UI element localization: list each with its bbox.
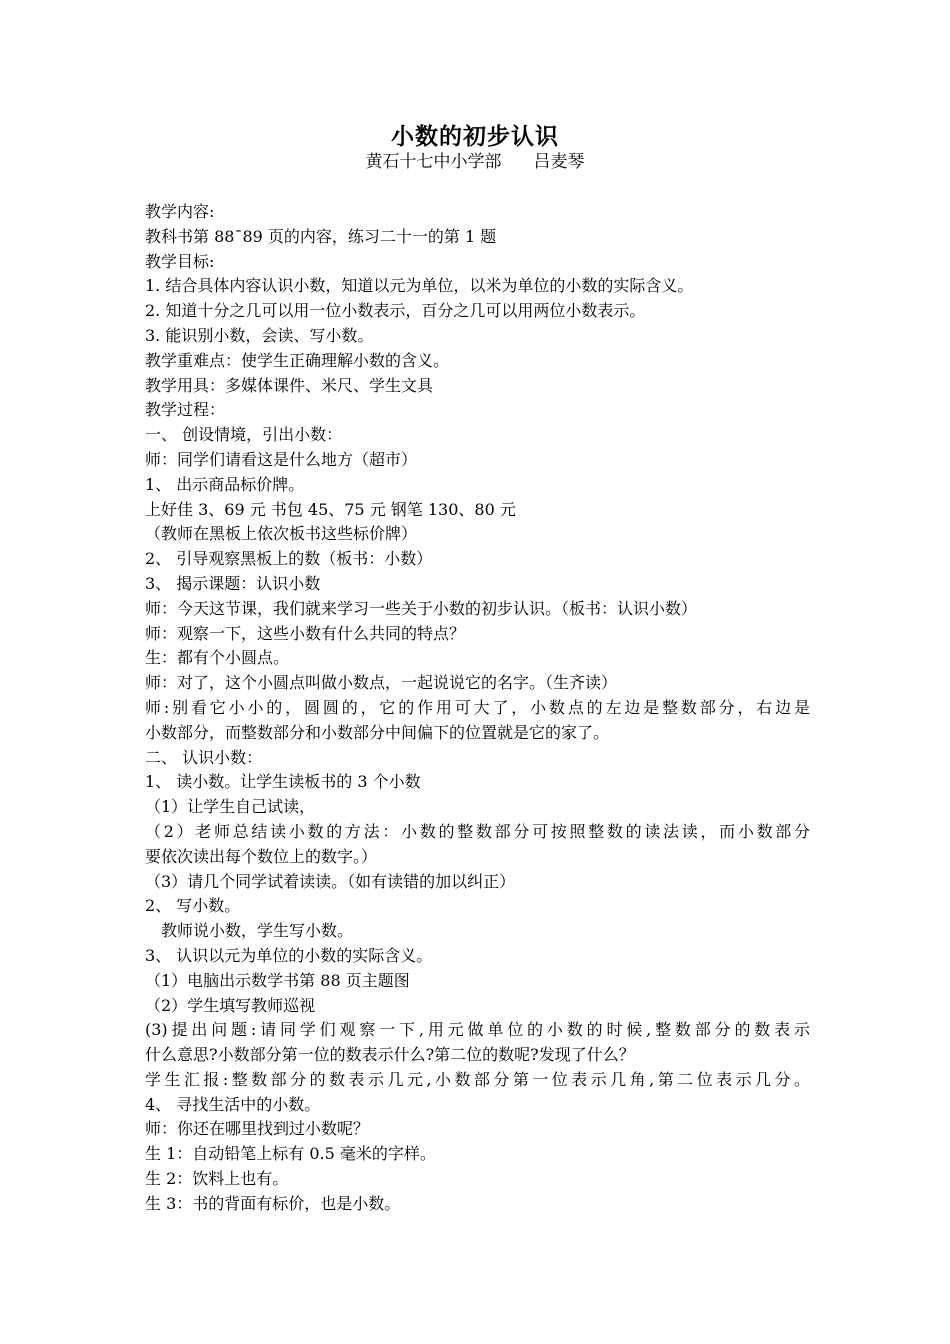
document-title: 小数的初步认识 xyxy=(391,123,559,150)
text-line: 1、 出示商品标价牌。 xyxy=(145,474,305,494)
goal-item: 3. 能识别小数，会读、写小数。 xyxy=(145,325,374,345)
goal-item: 2. 知道十分之几可以用一位小数表示，百分之几可以用两位小数表示。 xyxy=(145,301,646,321)
author-school: 黄石十七中小学部 xyxy=(365,152,502,172)
text-line: 3、 揭示课题：认识小数 xyxy=(145,573,321,593)
text-line: (3)提出问题:请同学们观察一下,用元做单位的小数的时候,整数部分的数表示 xyxy=(145,1020,810,1040)
text-line: （2）学生填写教师巡视 xyxy=(145,995,316,1015)
text-line: 要依次读出每个数位上的数字。） xyxy=(145,846,378,866)
document-body xyxy=(145,200,810,1217)
text-line: 2、 引导观察黑板上的数（板书：小数） xyxy=(145,549,433,569)
text-line: （教师在黑板上依次板书这些标价牌） xyxy=(145,524,418,544)
heading-goals: 教学目标: xyxy=(145,251,215,271)
text-line: 生 2：饮料上也有。 xyxy=(145,1169,289,1189)
section-heading: 二、 认识小数： xyxy=(145,747,263,767)
text-line: 上好佳 3、69 元 书包 45、75 元 钢笔 130、80 元 xyxy=(145,499,516,519)
text-line: （1）让学生自己试读， xyxy=(145,797,316,817)
text-line: 学生汇报:整数部分的数表示几元,小数部分第一位表示几角,第二位表示几分。 xyxy=(145,1069,810,1089)
text-line: （2）老师总结读小数的方法：小数的整数部分可按照整数的读法读，而小数部分 xyxy=(145,821,810,841)
text-line: 生 3：书的背面有标价，也是小数。 xyxy=(145,1193,401,1213)
text-line: 师:别看它小小的，圆圆的，它的作用可大了，小数点的左边是整数部分，右边是 xyxy=(145,697,810,717)
text-line: 4、 寻找生活中的小数。 xyxy=(145,1094,321,1114)
text-line: 师：你还在哪里找到过小数呢？ xyxy=(145,1119,370,1139)
text-line: 教学重难点：使学生正确理解小数的含义。 xyxy=(145,350,450,370)
text-line: （3）请几个同学试着读读。（如有读错的加以纠正） xyxy=(145,871,516,891)
author-line xyxy=(0,150,950,174)
text-line: （1）电脑出示数学书第 88 页主题图 xyxy=(145,970,410,990)
text-line: 2、 写小数。 xyxy=(145,896,241,916)
text-line: 生：都有个小圆点。 xyxy=(145,648,290,668)
text-line: 师：同学们请看这是什么地方（超市） xyxy=(145,449,418,469)
heading-content: 教学内容: xyxy=(145,202,215,221)
text-line: 3、 认识以元为单位的小数的实际含义。 xyxy=(145,945,433,965)
text-line: 师：今天这节课，我们就来学习一些关于小数的初步认识。（板书：认识小数） xyxy=(145,598,698,618)
section-heading: 一、 创设情境，引出小数： xyxy=(145,425,343,445)
text-line: 师：观察一下，这些小数有什么共同的特点？ xyxy=(145,623,466,643)
text-line: 小数部分，而整数部分和小数部分中间偏下的位置就是它的家了。 xyxy=(145,722,610,742)
author-name: 吕麦琴 xyxy=(533,152,585,172)
text-line: 1、 读小数。让学生读板书的 3 个小数 xyxy=(145,772,421,792)
text-line: 教师说小数，学生写小数。 xyxy=(161,921,354,941)
text-line: 生 1：自动铅笔上标有 0.5 毫米的字样。 xyxy=(145,1144,436,1164)
heading-process: 教学过程： xyxy=(145,400,226,420)
goal-item: 1. 结合具体内容认识小数，知道以元为单位，以米为单位的小数的实际含义。 xyxy=(145,276,694,296)
text-line: 师：对了，这个小圆点叫做小数点，一起说说它的名字。（生齐读） xyxy=(145,673,618,693)
text-line: 教学用具：多媒体课件、米尺、学生文具 xyxy=(145,375,434,395)
text-line: 什么意思?小数部分第一位的数表示什么?第二位的数呢?发现了什么？ xyxy=(145,1045,635,1065)
text-line: 教科书第 88¯89 页的内容，练习二十一的第 1 题 xyxy=(145,226,497,246)
